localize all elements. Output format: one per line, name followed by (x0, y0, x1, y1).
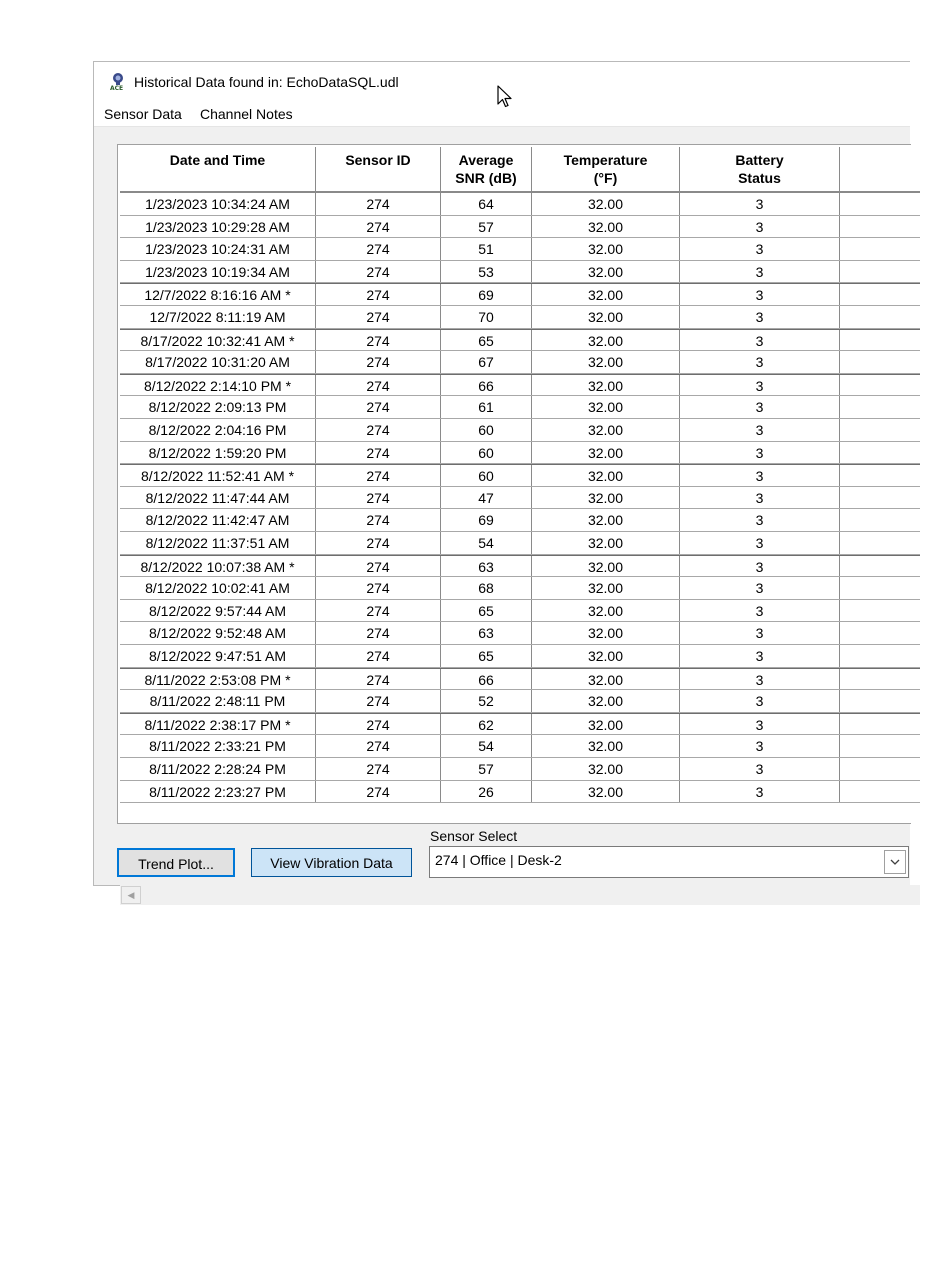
grid-header (120, 147, 920, 193)
table-row[interactable] (120, 351, 920, 374)
cell-sensor-id: 274 (316, 781, 441, 803)
header-temperature[interactable]: Temperature (°F) (532, 147, 680, 191)
header-average-snr[interactable]: Average SNR (dB) (441, 147, 532, 191)
cell-temperature: 32.00 (532, 645, 680, 667)
cell-battery-status: 3 (680, 396, 840, 418)
cell-date-time: 1/23/2023 10:24:31 AM (120, 238, 316, 260)
cell-average-snr: 63 (441, 622, 532, 644)
cell-battery-status: 3 (680, 556, 840, 577)
chevron-down-icon (885, 851, 905, 873)
cell-battery-status: 3 (680, 284, 840, 305)
cell-battery-status: 3 (680, 600, 840, 622)
window-title: Historical Data found in: EchoDataSQL.udl (134, 74, 399, 90)
table-row[interactable] (120, 690, 920, 713)
cell-average-snr: 66 (441, 669, 532, 690)
cell-extra (840, 669, 920, 690)
cell-temperature: 32.00 (532, 532, 680, 554)
cell-battery-status: 3 (680, 487, 840, 509)
table-row[interactable] (120, 645, 920, 668)
cell-sensor-id: 274 (316, 487, 441, 509)
cell-extra (840, 442, 920, 464)
cell-average-snr: 52 (441, 690, 532, 712)
cell-average-snr: 67 (441, 351, 532, 373)
cell-extra (840, 577, 920, 599)
cell-average-snr: 57 (441, 758, 532, 780)
cell-average-snr: 65 (441, 330, 532, 351)
table-row[interactable] (120, 622, 920, 645)
cell-extra (840, 306, 920, 328)
cell-date-time: 8/12/2022 9:52:48 AM (120, 622, 316, 644)
cell-extra (840, 735, 920, 757)
cell-date-time: 8/12/2022 9:57:44 AM (120, 600, 316, 622)
cell-extra (840, 351, 920, 373)
table-row[interactable] (120, 509, 920, 532)
table-row[interactable] (120, 600, 920, 623)
cell-date-time: 8/17/2022 10:32:41 AM * (120, 330, 316, 351)
cell-temperature: 32.00 (532, 465, 680, 486)
cell-temperature: 32.00 (532, 396, 680, 418)
cell-extra (840, 193, 920, 215)
cell-average-snr: 62 (441, 714, 532, 735)
cell-sensor-id: 274 (316, 532, 441, 554)
cell-average-snr: 64 (441, 193, 532, 215)
cell-extra (840, 509, 920, 531)
cell-sensor-id: 274 (316, 690, 441, 712)
cell-average-snr: 68 (441, 577, 532, 599)
cell-battery-status: 3 (680, 193, 840, 215)
cell-date-time: 8/11/2022 2:38:17 PM * (120, 714, 316, 735)
cell-extra (840, 396, 920, 418)
table-row[interactable] (120, 419, 920, 442)
cell-extra (840, 465, 920, 486)
cell-battery-status: 3 (680, 216, 840, 238)
cell-extra (840, 690, 920, 712)
cell-extra (840, 330, 920, 351)
cell-battery-status: 3 (680, 351, 840, 373)
cell-temperature: 32.00 (532, 669, 680, 690)
cell-battery-status: 3 (680, 622, 840, 644)
cell-temperature: 32.00 (532, 306, 680, 328)
cell-temperature: 32.00 (532, 419, 680, 441)
cell-date-time: 1/23/2023 10:29:28 AM (120, 216, 316, 238)
cell-battery-status: 3 (680, 669, 840, 690)
cell-average-snr: 54 (441, 735, 532, 757)
cell-sensor-id: 274 (316, 465, 441, 486)
dropdown-button[interactable] (884, 850, 906, 874)
cell-temperature: 32.00 (532, 330, 680, 351)
cell-average-snr: 69 (441, 284, 532, 305)
table-row[interactable] (120, 577, 920, 600)
cell-sensor-id: 274 (316, 396, 441, 418)
cell-average-snr: 66 (441, 375, 532, 396)
cell-average-snr: 26 (441, 781, 532, 803)
cell-average-snr: 60 (441, 465, 532, 486)
table-row[interactable] (120, 216, 920, 239)
cell-date-time: 8/11/2022 2:33:21 PM (120, 735, 316, 757)
cell-average-snr: 61 (441, 396, 532, 418)
cell-average-snr: 63 (441, 556, 532, 577)
cell-sensor-id: 274 (316, 758, 441, 780)
cell-battery-status: 3 (680, 509, 840, 531)
cell-extra (840, 284, 920, 305)
cell-temperature: 32.00 (532, 261, 680, 283)
cell-date-time: 1/23/2023 10:34:24 AM (120, 193, 316, 215)
cell-sensor-id: 274 (316, 622, 441, 644)
trend-plot-button[interactable]: Trend Plot... (117, 848, 235, 877)
cell-date-time: 8/11/2022 2:48:11 PM (120, 690, 316, 712)
table-row[interactable] (120, 396, 920, 419)
cell-extra (840, 216, 920, 238)
historical-data-window (93, 61, 910, 900)
cell-temperature: 32.00 (532, 735, 680, 757)
cell-temperature: 32.00 (532, 600, 680, 622)
cell-date-time: 8/12/2022 10:07:38 AM * (120, 556, 316, 577)
cell-temperature: 32.00 (532, 509, 680, 531)
table-row[interactable] (120, 758, 920, 781)
cell-sensor-id: 274 (316, 442, 441, 464)
table-row[interactable] (120, 329, 920, 352)
cell-temperature: 32.00 (532, 375, 680, 396)
cell-date-time: 8/12/2022 9:47:51 AM (120, 645, 316, 667)
cell-temperature: 32.00 (532, 622, 680, 644)
cell-extra (840, 375, 920, 396)
cell-battery-status: 3 (680, 735, 840, 757)
cell-average-snr: 60 (441, 442, 532, 464)
cell-date-time: 8/12/2022 2:09:13 PM (120, 396, 316, 418)
sensor-select-value: 274 | Office | Desk-2 (435, 852, 562, 868)
sensor-app-icon (108, 71, 128, 91)
cell-temperature: 32.00 (532, 781, 680, 803)
cell-sensor-id: 274 (316, 216, 441, 238)
table-row[interactable] (120, 735, 920, 758)
cell-date-time: 8/12/2022 1:59:20 PM (120, 442, 316, 464)
cell-battery-status: 3 (680, 442, 840, 464)
cell-sensor-id: 274 (316, 735, 441, 757)
cell-extra (840, 556, 920, 577)
cell-temperature: 32.00 (532, 714, 680, 735)
cell-date-time: 8/12/2022 11:52:41 AM * (120, 465, 316, 486)
cell-average-snr: 54 (441, 532, 532, 554)
cell-extra (840, 781, 920, 803)
cell-temperature: 32.00 (532, 193, 680, 215)
mouse-cursor-icon (496, 84, 516, 110)
cell-date-time: 8/12/2022 11:47:44 AM (120, 487, 316, 509)
cell-temperature: 32.00 (532, 758, 680, 780)
cell-sensor-id: 274 (316, 306, 441, 328)
table-row[interactable] (120, 306, 920, 329)
table-row[interactable] (120, 442, 920, 465)
cell-average-snr: 47 (441, 487, 532, 509)
cell-extra (840, 419, 920, 441)
header-extra-column[interactable] (840, 147, 920, 191)
cell-temperature: 32.00 (532, 238, 680, 260)
cell-battery-status: 3 (680, 781, 840, 803)
cell-date-time: 8/12/2022 2:04:16 PM (120, 419, 316, 441)
cell-extra (840, 261, 920, 283)
cell-battery-status: 3 (680, 375, 840, 396)
cell-average-snr: 65 (441, 600, 532, 622)
cell-sensor-id: 274 (316, 330, 441, 351)
cell-sensor-id: 274 (316, 238, 441, 260)
cell-sensor-id: 274 (316, 556, 441, 577)
cell-temperature: 32.00 (532, 487, 680, 509)
cell-average-snr: 69 (441, 509, 532, 531)
cell-temperature: 32.00 (532, 556, 680, 577)
cell-extra (840, 714, 920, 735)
cell-battery-status: 3 (680, 577, 840, 599)
cell-date-time: 12/7/2022 8:11:19 AM (120, 306, 316, 328)
cell-date-time: 1/23/2023 10:19:34 AM (120, 261, 316, 283)
table-row[interactable] (120, 555, 920, 578)
view-vibration-data-button[interactable]: View Vibration Data (251, 848, 412, 877)
scroll-left-icon[interactable]: ◀ (121, 886, 141, 904)
cell-extra (840, 532, 920, 554)
cell-average-snr: 60 (441, 419, 532, 441)
cell-battery-status: 3 (680, 419, 840, 441)
menu-channel-notes[interactable]: Channel Notes (200, 106, 293, 122)
table-row[interactable] (120, 487, 920, 510)
cell-sensor-id: 274 (316, 351, 441, 373)
cell-battery-status: 3 (680, 465, 840, 486)
table-row[interactable] (120, 374, 920, 397)
cell-sensor-id: 274 (316, 577, 441, 599)
header-date-time[interactable]: Date and Time (120, 147, 316, 191)
cell-battery-status: 3 (680, 306, 840, 328)
sensor-select-dropdown[interactable] (429, 846, 909, 878)
cell-average-snr: 70 (441, 306, 532, 328)
cell-date-time: 8/12/2022 11:42:47 AM (120, 509, 316, 531)
table-row[interactable] (120, 283, 920, 306)
cell-date-time: 12/7/2022 8:16:16 AM * (120, 284, 316, 305)
cell-sensor-id: 274 (316, 193, 441, 215)
cell-date-time: 8/12/2022 2:14:10 PM * (120, 375, 316, 396)
cell-battery-status: 3 (680, 238, 840, 260)
cell-date-time: 8/11/2022 2:53:08 PM * (120, 669, 316, 690)
cell-sensor-id: 274 (316, 645, 441, 667)
cell-sensor-id: 274 (316, 509, 441, 531)
cell-average-snr: 57 (441, 216, 532, 238)
cell-date-time: 8/17/2022 10:31:20 AM (120, 351, 316, 373)
cell-extra (840, 645, 920, 667)
cell-average-snr: 65 (441, 645, 532, 667)
cell-extra (840, 622, 920, 644)
horizontal-scrollbar[interactable] (120, 885, 920, 905)
cell-sensor-id: 274 (316, 669, 441, 690)
table-row[interactable] (120, 713, 920, 736)
cell-sensor-id: 274 (316, 419, 441, 441)
cell-battery-status: 3 (680, 532, 840, 554)
cell-date-time: 8/11/2022 2:23:27 PM (120, 781, 316, 803)
cell-sensor-id: 274 (316, 375, 441, 396)
cell-battery-status: 3 (680, 330, 840, 351)
cell-average-snr: 51 (441, 238, 532, 260)
cell-extra (840, 758, 920, 780)
cell-date-time: 8/12/2022 11:37:51 AM (120, 532, 316, 554)
cell-average-snr: 53 (441, 261, 532, 283)
cell-date-time: 8/11/2022 2:28:24 PM (120, 758, 316, 780)
cell-battery-status: 3 (680, 261, 840, 283)
cell-temperature: 32.00 (532, 690, 680, 712)
table-row[interactable] (120, 193, 920, 216)
cell-date-time: 8/12/2022 10:02:41 AM (120, 577, 316, 599)
table-row[interactable] (120, 238, 920, 261)
menu-sensor-data[interactable]: Sensor Data (104, 106, 182, 122)
table-row[interactable] (120, 532, 920, 555)
table-row[interactable] (120, 464, 920, 487)
cell-extra (840, 487, 920, 509)
table-row[interactable] (120, 781, 920, 804)
cell-temperature: 32.00 (532, 216, 680, 238)
header-battery-status[interactable]: Battery Status (680, 147, 840, 191)
cell-sensor-id: 274 (316, 261, 441, 283)
sensor-select-label: Sensor Select (430, 828, 518, 844)
cell-extra (840, 238, 920, 260)
cell-temperature: 32.00 (532, 351, 680, 373)
cell-battery-status: 3 (680, 690, 840, 712)
header-sensor-id[interactable]: Sensor ID (316, 147, 441, 191)
cell-temperature: 32.00 (532, 284, 680, 305)
cell-extra (840, 600, 920, 622)
cell-battery-status: 3 (680, 758, 840, 780)
cell-battery-status: 3 (680, 714, 840, 735)
cell-sensor-id: 274 (316, 284, 441, 305)
cell-temperature: 32.00 (532, 442, 680, 464)
cell-sensor-id: 274 (316, 714, 441, 735)
cell-sensor-id: 274 (316, 600, 441, 622)
table-row[interactable] (120, 668, 920, 691)
cell-temperature: 32.00 (532, 577, 680, 599)
table-row[interactable] (120, 261, 920, 284)
cell-battery-status: 3 (680, 645, 840, 667)
svg-text:ACE: ACE (110, 85, 124, 92)
